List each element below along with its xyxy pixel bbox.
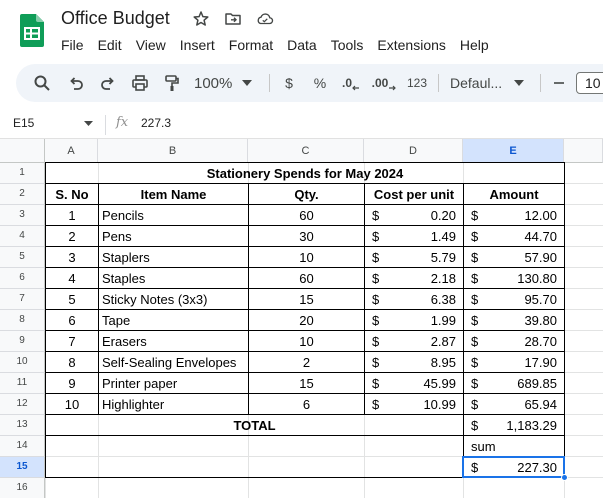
- row-header-5[interactable]: 5: [0, 247, 45, 268]
- column-header-d[interactable]: D: [364, 139, 463, 163]
- cell-amount[interactable]: 17.90: [524, 355, 557, 370]
- currency-symbol: $: [471, 376, 479, 391]
- cell-cost[interactable]: 1.99: [430, 313, 456, 328]
- cell-item-name[interactable]: Pencils: [102, 208, 144, 223]
- cell-sno[interactable]: 10: [64, 397, 80, 412]
- decrease-decimal-button[interactable]: .0: [338, 64, 364, 102]
- cell-qty[interactable]: 15: [299, 292, 314, 307]
- cell-qty[interactable]: 15: [299, 376, 314, 391]
- cell-item-name[interactable]: Staplers: [102, 250, 150, 265]
- cell-cost[interactable]: 5.79: [430, 250, 456, 265]
- row-header-8[interactable]: 8: [0, 310, 45, 331]
- column-header-b[interactable]: B: [98, 139, 248, 163]
- table-border: [564, 163, 565, 478]
- menu-insert[interactable]: Insert: [179, 37, 215, 53]
- menu-extensions[interactable]: Extensions: [377, 37, 446, 53]
- paint-format-icon: [163, 74, 181, 92]
- header-cost-per-unit[interactable]: Cost per unit: [373, 187, 455, 202]
- active-cell-selection[interactable]: [462, 456, 565, 478]
- font-size-input[interactable]: 10: [576, 72, 603, 94]
- row-header-2[interactable]: 2: [0, 184, 45, 205]
- currency-symbol: $: [372, 250, 380, 265]
- cell-cost[interactable]: 10.99: [423, 397, 456, 412]
- chevron-down-icon[interactable]: [84, 121, 93, 126]
- currency-symbol: $: [372, 334, 380, 349]
- cell-item-name[interactable]: Erasers: [102, 334, 147, 349]
- currency-symbol: $: [372, 397, 380, 412]
- menu-edit[interactable]: Edit: [97, 37, 122, 53]
- spreadsheet-grid[interactable]: [0, 139, 603, 498]
- toolbar-divider: [269, 74, 270, 92]
- row-header-3[interactable]: 3: [0, 205, 45, 226]
- currency-symbol: $: [471, 334, 479, 349]
- print-icon: [131, 74, 149, 92]
- currency-symbol: $: [471, 418, 479, 433]
- cell-sno[interactable]: 8: [68, 355, 76, 370]
- row-header-1[interactable]: 1: [0, 163, 45, 184]
- header-qty[interactable]: Qty.: [294, 187, 319, 202]
- cell-amount[interactable]: 130.80: [517, 271, 557, 286]
- arrow-right-icon: [388, 84, 396, 92]
- currency-symbol: $: [372, 355, 380, 370]
- cell-cost[interactable]: 1.49: [430, 229, 456, 244]
- currency-symbol: $: [372, 292, 380, 307]
- star-icon[interactable]: [192, 10, 210, 28]
- cell-amount[interactable]: 65.94: [524, 397, 557, 412]
- row-header-10[interactable]: 10: [0, 352, 45, 373]
- cell-sno[interactable]: 4: [68, 271, 76, 286]
- currency-symbol: $: [372, 208, 380, 223]
- cell-amount[interactable]: 689.85: [517, 376, 557, 391]
- cell-qty[interactable]: 6: [302, 397, 311, 412]
- formula-input[interactable]: 227.3: [141, 116, 172, 130]
- cell-item-name[interactable]: Highlighter: [102, 397, 165, 412]
- cell-amount[interactable]: 28.70: [524, 334, 557, 349]
- zoom-select[interactable]: [194, 64, 258, 102]
- cell-qty[interactable]: 10: [299, 334, 314, 349]
- toolbar-divider: [540, 74, 541, 92]
- cell-sno[interactable]: 2: [68, 229, 76, 244]
- header-item-name[interactable]: Item Name: [140, 187, 207, 202]
- toolbar-divider: [438, 74, 439, 92]
- cloud-saved-icon[interactable]: [256, 10, 274, 28]
- fill-handle[interactable]: [561, 474, 568, 481]
- cell-qty[interactable]: 2: [302, 355, 311, 370]
- cell-item-name[interactable]: Staples: [102, 271, 146, 286]
- increase-decimal-button[interactable]: .00: [370, 64, 398, 102]
- undo-button[interactable]: [64, 64, 88, 102]
- cell-item-name[interactable]: Sticky Notes (3x3): [102, 292, 208, 307]
- more-formats-button[interactable]: 123: [406, 76, 428, 90]
- move-folder-icon[interactable]: [224, 10, 242, 28]
- arrow-left-icon: [352, 84, 360, 92]
- cell-sno[interactable]: 5: [68, 292, 76, 307]
- cell-qty[interactable]: 10: [299, 250, 314, 265]
- currency-symbol: $: [471, 460, 479, 475]
- menu-tools[interactable]: Tools: [330, 37, 364, 53]
- sheets-logo-icon[interactable]: [20, 14, 44, 47]
- row-header-11[interactable]: 11: [0, 373, 45, 394]
- cell-amount[interactable]: 12.00: [524, 208, 557, 223]
- menu-file[interactable]: File: [61, 37, 84, 53]
- row-header-12[interactable]: 12: [0, 394, 45, 415]
- redo-button[interactable]: [96, 64, 120, 102]
- currency-symbol: $: [471, 271, 479, 286]
- column-header-a[interactable]: A: [45, 139, 98, 163]
- decrease-font-size-button[interactable]: [550, 64, 568, 102]
- cell-sno[interactable]: 3: [68, 250, 76, 265]
- cell-sno[interactable]: 6: [68, 313, 76, 328]
- print-button[interactable]: [128, 64, 152, 102]
- zoom-value: 100%: [194, 74, 233, 92]
- document-title[interactable]: Office Budget: [61, 8, 170, 28]
- cell-qty[interactable]: 60: [299, 271, 314, 286]
- column-header-c[interactable]: C: [248, 139, 364, 163]
- fx-icon: fx: [116, 115, 129, 130]
- cell-cost[interactable]: 2.18: [430, 271, 456, 286]
- cell-cost[interactable]: 0.20: [430, 208, 456, 223]
- currency-symbol: $: [471, 250, 479, 265]
- undo-icon: [67, 74, 85, 92]
- percent-format-button[interactable]: %: [313, 75, 327, 91]
- row-header-16[interactable]: 16: [0, 478, 45, 498]
- select-all-corner[interactable]: [0, 139, 45, 163]
- search-icon: [33, 74, 51, 92]
- redo-icon: [99, 74, 117, 92]
- row-header-6[interactable]: 6: [0, 268, 45, 289]
- minus-icon: [553, 77, 565, 89]
- total-label[interactable]: TOTAL: [233, 418, 276, 433]
- search-menus-button[interactable]: [30, 64, 54, 102]
- currency-symbol: $: [372, 229, 380, 244]
- sheet-title[interactable]: Stationery Spends for May 2024: [206, 166, 404, 181]
- cell-sno[interactable]: 7: [68, 334, 76, 349]
- row-header-4[interactable]: 4: [0, 226, 45, 247]
- toolbar: [16, 64, 603, 102]
- currency-symbol: $: [471, 397, 479, 412]
- cell-amount[interactable]: 44.70: [524, 229, 557, 244]
- name-box[interactable]: E15: [13, 116, 35, 130]
- menu-data[interactable]: Data: [287, 37, 317, 53]
- cell-cost[interactable]: 2.87: [430, 334, 456, 349]
- sum-value[interactable]: 227.30: [517, 460, 557, 475]
- column-header-e[interactable]: E: [463, 139, 564, 163]
- currency-symbol: $: [372, 376, 380, 391]
- menu-bar: [61, 36, 503, 54]
- font-select[interactable]: [450, 64, 532, 102]
- cell-amount[interactable]: 39.80: [524, 313, 557, 328]
- cell-cost[interactable]: 45.99: [423, 376, 456, 391]
- sum-label[interactable]: sum: [471, 439, 496, 454]
- total-amount[interactable]: 1,183.29: [506, 418, 557, 433]
- currency-symbol: $: [372, 271, 380, 286]
- currency-symbol: $: [372, 313, 380, 328]
- currency-symbol: $: [471, 208, 479, 223]
- row-header-7[interactable]: 7: [0, 289, 45, 310]
- formula-bar: [0, 112, 603, 138]
- cell-qty[interactable]: 20: [299, 313, 314, 328]
- menu-view[interactable]: View: [135, 37, 166, 53]
- currency-symbol: $: [471, 229, 479, 244]
- cell-amount[interactable]: 95.70: [524, 292, 557, 307]
- cell-qty[interactable]: 60: [299, 208, 314, 223]
- row-header-14[interactable]: 14: [0, 436, 45, 457]
- chevron-down-icon: [242, 80, 252, 86]
- currency-format-button[interactable]: $: [285, 75, 293, 91]
- header-sno[interactable]: S. No: [55, 187, 89, 202]
- row-header-15[interactable]: 15: [0, 457, 45, 478]
- row-header-9[interactable]: 9: [0, 331, 45, 352]
- formula-bar-divider: [105, 115, 106, 135]
- paint-format-button[interactable]: [160, 64, 184, 102]
- cell-sno[interactable]: 1: [68, 208, 76, 223]
- cell-qty[interactable]: 30: [299, 229, 314, 244]
- header-amount[interactable]: Amount: [489, 187, 539, 202]
- currency-symbol: $: [471, 292, 479, 307]
- cell-item-name[interactable]: Pens: [102, 229, 132, 244]
- currency-symbol: $: [471, 313, 479, 328]
- menu-format[interactable]: Format: [228, 37, 274, 53]
- font-value: Defaul...: [450, 75, 503, 91]
- cell-item-name[interactable]: Printer paper: [102, 376, 178, 391]
- chevron-down-icon: [514, 80, 524, 86]
- cell-item-name[interactable]: Self-Sealing Envelopes: [102, 355, 237, 370]
- column-header-next[interactable]: [564, 139, 603, 163]
- cell-item-name[interactable]: Tape: [102, 313, 131, 328]
- cell-cost[interactable]: 8.95: [430, 355, 456, 370]
- currency-symbol: $: [471, 355, 479, 370]
- cell-cost[interactable]: 6.38: [430, 292, 456, 307]
- cell-amount[interactable]: 57.90: [524, 250, 557, 265]
- cell-sno[interactable]: 9: [68, 376, 76, 391]
- menu-help[interactable]: Help: [459, 37, 489, 53]
- row-header-13[interactable]: 13: [0, 415, 45, 436]
